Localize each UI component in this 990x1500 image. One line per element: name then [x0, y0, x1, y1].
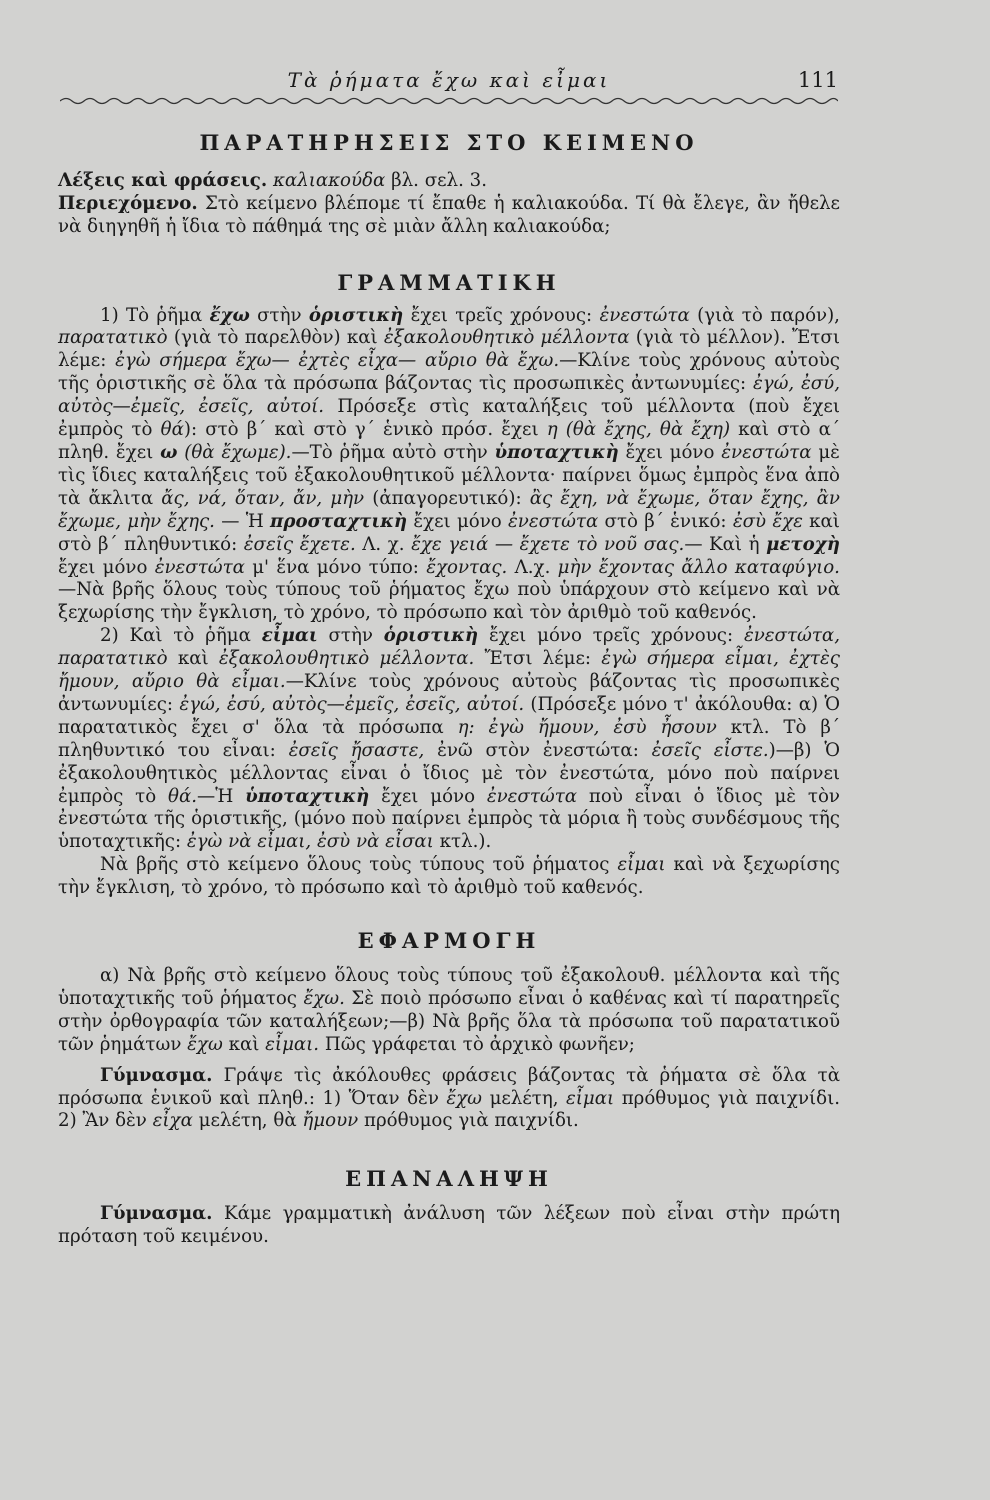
text: ἔχει μόνο: [58, 556, 148, 578]
example: ἐγὼ νὰ εἶμαι, ἐσὺ νὰ εἶσαι: [186, 831, 434, 853]
section-heading-grammar: ΓΡΑΜΜΑΤΙΚΗ: [337, 269, 561, 295]
example: ἔχε γειά — ἔχετε τὸ νοῦ σας.: [411, 533, 685, 555]
example: ἐνεστώτα: [154, 556, 245, 578]
text: ἔχει μόνο τρεῖς χρόνους:: [488, 625, 734, 647]
text: στὴν: [328, 625, 373, 647]
example: ἔχοντας.: [426, 556, 508, 578]
example: εἶμαι: [617, 854, 666, 876]
text: ποὺ εἶναι ὁ ἴδιος μὲ τὸν ἐνεστώτα τῆς ὁριστικῆς, (μόνο ποὺ παίρνει ἐμπρὸς τὰ μόρια ἢ τοὺς συνδέσμους τῆς ὑποταχτικῆς:: [58, 785, 840, 853]
words-phrases-ref: καλιακούδα: [272, 169, 386, 191]
text: καὶ στὸ β΄ πληθυντικό:: [58, 510, 840, 555]
text: (ἀπαγορευτικό):: [372, 487, 522, 509]
example: ἐνεστώτα, παρατατικὸ: [58, 625, 840, 670]
text: Σὲ ποιὸ πρόσωπο εἶναι ὁ καθένας καὶ τί παρατηρεῖς στὴν ὀρθογραφία τῶν καταλήξεων;—β) Νὰ βρῆς ὅλα τὰ πρόσωπα τοῦ παρατατικοῦ τῶν ῥημάτων: [58, 987, 840, 1055]
text: (γιὰ τὸ παρόν),: [697, 304, 840, 326]
text: —Κλίνε τοὺς χρόνους αὐτοὺς βάζοντας τὶς προσωπικὲς ἀντωνυμίες:: [58, 671, 840, 715]
term: ἔχω: [209, 304, 250, 326]
text: (γιὰ τὸ μέλλον). Ἔτσι λέμε:: [58, 327, 840, 372]
text: ἔχει μόνο: [413, 510, 502, 532]
grammar-paragraph-eimai: [58, 625, 840, 854]
text: Λ.χ.: [514, 556, 551, 578]
page-number: 111: [797, 68, 838, 92]
term: ω: [160, 441, 178, 463]
example: θά.: [168, 785, 198, 807]
example: θά: [160, 419, 184, 441]
example: ἔχω.: [303, 987, 345, 1009]
grammar-paragraph-echo: [58, 305, 840, 626]
running-title: Τὰ ῥήματα ἔχω καὶ εἶμαι: [287, 68, 611, 92]
example: ἐνεστώτα: [508, 510, 599, 532]
example: ἐγώ, ἐσύ, αὐτὸς—ἐμεῖς, ἐσεῖς, αὐτοί.: [179, 693, 525, 715]
wavy-rule: [60, 96, 838, 106]
application-exercise: [58, 1065, 840, 1134]
section-heading-observations: ΠΑΡΑΤΗΡΗΣΕΙΣ ΣΤΟ ΚΕΙΜΕΝΟ: [199, 130, 699, 155]
content-paragraph: [58, 193, 840, 239]
page-header: [60, 68, 838, 98]
content-text: Στὸ κείμενο βλέπομε τί ἔπαθε ἡ καλιακούδα. Τί θὰ ἔλεγε, ἂν ἤθελε νὰ διηγηθῆ ἡ ἴδια τὸ πάθημά της σὲ μιὰν ἄλλη καλιακούδα;: [58, 192, 840, 237]
example: εἶμαι: [566, 1087, 615, 1109]
text: 1) Τὸ ῥῆμα: [100, 304, 203, 326]
section-heading-application: ΕΦΑΡΜΟΓΗ: [357, 928, 541, 954]
term: ὁριστικὴ: [383, 625, 479, 647]
example: ἐσεῖς ἤσαστε,: [288, 739, 425, 761]
text: Λ. χ.: [362, 533, 405, 555]
text: καὶ: [228, 1033, 260, 1055]
term: ὑποταχτικὴ: [245, 785, 370, 807]
example: η (θὰ ἔχης, θὰ ἔχη): [546, 419, 731, 441]
example: ἐγὼ σήμερα εἶμαι, ἐχτὲς ἤμουν, αὔριο θὰ εἶμαι.: [58, 648, 840, 693]
example: ἄς, νά, ὅταν, ἄν, μὴν: [161, 487, 365, 509]
section-heading-review: ΕΠΑΝΑΛΗΨΗ: [345, 1166, 553, 1192]
example: ἐσεῖς εἶστε.: [651, 739, 769, 761]
example: ἐξακολουθητικὸ μέλλοντα.: [218, 648, 475, 670]
text: ): στὸ β΄ καὶ στὸ γ΄ ἑνικὸ πρόσ. ἔχει: [183, 419, 539, 441]
text: )—β) Ὁ ἐξακολουθητικὸς μέλλοντας εἶναι ὁ ἴδιος μὲ τὸν ἐνεστώτα, μόνο ποὺ παίρνει ἐμπρὸς τὸ: [58, 739, 840, 807]
review-exercise: [58, 1203, 840, 1249]
term: εἶμαι: [261, 625, 318, 647]
example: ἐξακολουθητικὸ μέλλοντα: [383, 327, 630, 349]
text: ἐνῶ στὸν ἐνεστώτα:: [437, 739, 639, 761]
example: ἐσὺ ἔχε: [732, 510, 803, 532]
text: στὸ β΄ ἑνικό:: [604, 510, 727, 532]
example: ἤμουν: [302, 1110, 359, 1132]
text: κτλ.).: [439, 831, 492, 853]
example: μὴν ἔχοντας ἄλλο καταφύγιο.: [557, 556, 840, 578]
text: Πρόσεξε στὶς καταλήξεις τοῦ μέλλοντα (ποὺ ἔχει ἐμπρὸς τὸ: [58, 396, 840, 441]
text: Γράψε τὶς ἀκόλουθες φράσεις βάζοντας τὰ ῥήματα σὲ ὅλα τὰ πρόσωπα ἑνικοῦ καὶ πληθ.: 1) Ὅταν δὲν: [58, 1064, 840, 1109]
text: Πῶς γράφεται τὸ ἀρχικὸ φωνῆεν;: [324, 1033, 635, 1055]
text: μελέτη,: [489, 1087, 559, 1109]
example: ἂς ἔχη, νὰ ἔχωμε, ὅταν ἔχης, ἂν ἔχωμε, μὴν ἔχης.: [58, 487, 840, 532]
text: α) Νὰ βρῆς στὸ κείμενο ὅλους τοὺς τύπους τοῦ ἐξακολουθ. μέλλοντα καὶ τῆς ὑποταχτικῆς τοῦ ῥήματος: [58, 965, 840, 1009]
text: ἔχει μόνο: [381, 785, 476, 807]
text: καὶ: [177, 648, 209, 670]
text: —Κλίνε τοὺς χρόνους αὐτοὺς τῆς ὁριστικῆς σὲ ὅλα τὰ πρόσωπα βάζοντας τὶς προσωπικὲς ἀντωνυμίες:: [58, 350, 840, 395]
example: εἶμαι.: [265, 1033, 320, 1055]
example: (θὰ ἔχωμε).: [184, 441, 292, 463]
text: Κάμε γραμματικὴ ἀνάλυση τῶν λέξεων ποὺ εἶναι στὴν πρώτη πρόταση τοῦ κειμένου.: [58, 1203, 840, 1248]
example: ἐνεστώτα: [599, 304, 690, 326]
text: μὲ τὶς ἴδιες καταλήξεις τοῦ ἐξακολουθητικοῦ μέλλοντα· παίρνει ὅμως ἐμπρὸς ἕνα ἀπὸ τὰ ἄκλιτα: [58, 441, 840, 509]
text: ἔχει τρεῖς χρόνους:: [410, 304, 593, 326]
text: πρόθυμος γιὰ παιχνίδι.: [363, 1110, 579, 1132]
text: πρόθυμος γιὰ παιχνίδι. 2) Ἂν δὲν: [58, 1087, 840, 1132]
text: Ἔτσι λέμε:: [484, 648, 591, 670]
application-paragraph: [58, 965, 840, 1057]
page-content: [58, 132, 840, 1249]
term: ὑποταχτικὴ: [494, 441, 619, 463]
grammar-paragraph-exercise: [58, 854, 840, 900]
words-phrases-label: Λέξεις καὶ φράσεις.: [58, 169, 268, 191]
exercise-label: Γύμνασμα.: [100, 1203, 213, 1225]
exercise-label: Γύμνασμα.: [100, 1064, 213, 1086]
example: η: ἐγὼ ἤμουν, ἐσὺ ἦσουν: [457, 716, 717, 738]
content-label: Περιεχόμενο.: [58, 192, 198, 214]
text: —Νὰ βρῆς ὅλους τοὺς τύπους τοῦ ῥήματος ἔχω ποὺ ὑπάρχουν στὸ κείμενο καὶ νὰ ξεχωρίσης τὴν ἔγκλιση, τὸ χρόνο, τὸ πρόσωπο καὶ τὸν ἀριθμὸ τοῦ καθενός.: [58, 579, 840, 624]
text: καὶ στὸ α΄ πληθ. ἔχει: [58, 419, 840, 463]
example: ἐγώ, ἐσύ, αὐτὸς—ἐμεῖς, ἐσεῖς, αὐτοί.: [58, 373, 840, 418]
text: στὴν: [257, 304, 302, 326]
words-phrases-page: βλ. σελ. 3.: [391, 169, 487, 191]
text: καὶ νὰ ξεχωρίσης τὴν ἔγκλιση, τὸ χρόνο, τὸ πρόσωπο καὶ τὸ ἀριθμὸ τοῦ καθενός.: [58, 854, 840, 899]
text: μελέτη, θὰ: [198, 1110, 297, 1132]
text: — Ἡ: [221, 510, 264, 532]
text: — Καὶ ἡ: [684, 533, 760, 555]
text: —Ἡ: [197, 785, 234, 807]
text: —Τὸ ῥῆμα αὐτὸ στὴν: [291, 441, 488, 463]
text: μ' ἕνα μόνο τύπο:: [252, 556, 419, 578]
example: ἐνεστώτα: [721, 441, 812, 463]
text: κτλ. Τὸ β΄ πληθυντικό του εἶναι:: [58, 716, 840, 761]
example: ἔχω: [187, 1033, 223, 1055]
example: ἐγὼ σήμερα ἔχω— ἐχτὲς εἶχα— αὔριο θὰ ἔχω.: [115, 350, 560, 372]
text: Νὰ βρῆς στὸ κείμενο ὅλους τοὺς τύπους τοῦ ῥήματος: [100, 854, 610, 876]
example: εἶχα: [152, 1110, 193, 1132]
example: ἐσεῖς ἔχετε.: [243, 533, 356, 555]
example: ἔχω: [446, 1087, 483, 1109]
text: ἔχει μόνο: [625, 441, 715, 463]
text: (γιὰ τὸ παρελθὸν) καὶ: [173, 327, 378, 349]
example: παρατατικὸ: [58, 327, 168, 349]
words-phrases-paragraph: [58, 170, 840, 193]
text: 2) Καὶ τὸ ῥῆμα: [100, 625, 251, 647]
text: (Πρόσεξε μόνο τ' ἀκόλουθα: α) Ὁ παρατατικὸς ἔχει σ' ὅλα τὰ πρόσωπα: [58, 693, 840, 738]
example: ἐνεστώτα: [486, 785, 578, 807]
term: μετοχὴ: [766, 533, 840, 555]
term: ὁριστικὴ: [308, 304, 404, 326]
term: προσταχτικὴ: [270, 510, 408, 532]
